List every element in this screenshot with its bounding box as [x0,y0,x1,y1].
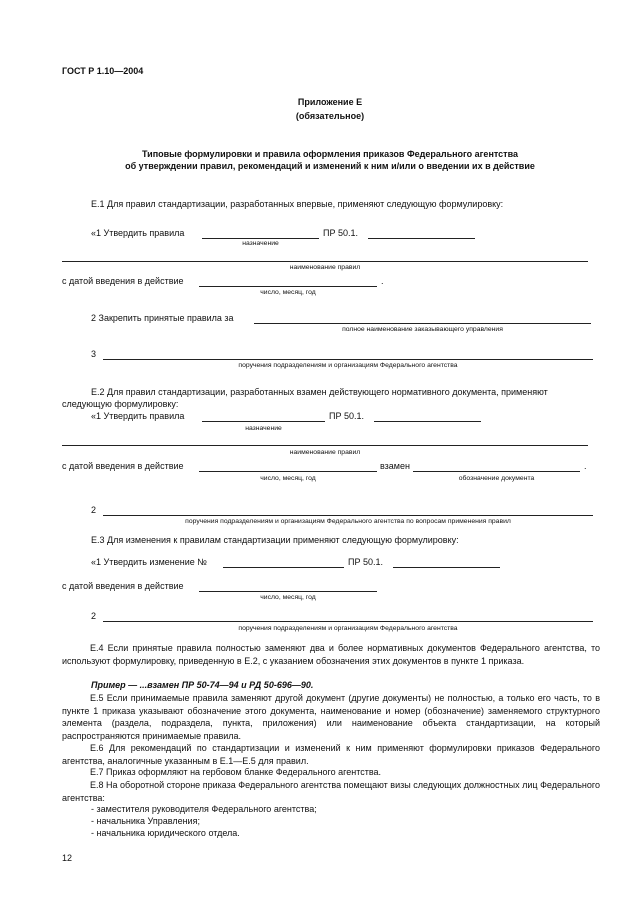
e3-blank-pr-number [393,567,500,568]
e6-text: Е.6 Для рекомендаций по стандартизации и изменений к ним применяют формулировки приказов Федерального агентства, аналогичные указанным в Е.1—Е.5 для правил. [62,743,600,766]
e1-intro: Е.1 Для правил стандартизации, разработанных впервые, применяют следующую формулировку: [91,199,504,209]
e1-item3-label: 3 [91,349,97,359]
e5-text: Е.5 Если принимаемые правила заменяют другой документ (другие документы) не полностью, а только его часть, то в пункте 1 приказа указывают обозначение этого документа, наименование и номер (обозначение) заменяемого структурного элемента (раздела, подраздела, пункта, приложения) или наименование объекта стандартизации, на который распространяются принимаемые правила. [62,693,600,741]
e3-date-label: с датой введения в действие [62,581,184,591]
e1-item1-label: «1 Утвердить правила [91,228,185,238]
e3-caption-date: число, месяц, год [260,594,316,601]
appendix-title: Приложение Е [297,97,363,107]
e2-blank-naznachenie [202,421,325,422]
e1-item2-label: 2 Закрепить принятые правила за [91,313,234,323]
e1-caption-porucheniya: поручения подразделениям и организациям Федерального агентства [238,362,458,369]
e2-caption-porucheniya: поручения подразделениям и организациям Федерального агентства по вопросам применения правил [185,518,511,525]
e1-item1-pr: ПР 50.1. [323,228,358,238]
e2-vzamen: взамен [380,461,410,471]
e2-item1-pr: ПР 50.1. [329,411,364,421]
e6-paragraph [62,742,600,767]
e3-blank-porucheniya [103,621,593,622]
heading-line-1: Типовые формулировки и правила оформления приказов Федерального агентства [142,149,518,159]
e3-caption-porucheniya: поручения подразделениям и организациям Федерального агентства [238,625,458,632]
e2-blank-porucheniya [103,515,593,516]
e2-blank-date [199,471,377,472]
e4-example: Пример — ...взамен ПР 50-74—94 и РД 50-696—90. [91,680,314,690]
e2-item2-label: 2 [91,505,97,515]
e1-caption-upravlenie: полное наименование заказывающего управления [342,326,503,333]
e1-caption-naznachenie: назначение [242,240,279,247]
e2-date-end: . [584,461,587,471]
list-item: - заместителя руководителя Федерального агентства; [91,804,317,814]
e7-paragraph: Е.7 Приказ оформляют на гербовом бланке Федерального агентства. [90,767,382,777]
e4-paragraph [62,642,600,667]
page-number: 12 [62,853,73,863]
e2-intro-line-1: Е.2 Для правил стандартизации, разработанных взамен действующего нормативного документа, применяют [91,387,548,397]
e2-item1-label: «1 Утвердить правила [91,411,185,421]
e1-blank-date [199,286,377,287]
e3-intro: Е.3 Для изменения к правилам стандартизации применяют следующую формулировку: [91,535,459,545]
e2-caption-date: число, месяц, год [260,475,316,482]
e2-blank-naimenovanie [62,445,588,446]
e2-date-label: с датой введения в действие [62,461,184,471]
e1-blank-porucheniya [103,359,593,360]
e1-caption-naimenovanie: наименование правил [289,264,361,271]
running-header: ГОСТ Р 1.10—2004 [62,66,144,76]
e2-caption-naznachenie: назначение [245,425,282,432]
heading-line-2: об утверждении правил, рекомендаций и изменений к ним и/или о введении их в действие [125,161,535,171]
e5-paragraph [62,692,600,742]
e3-blank-date [199,591,377,592]
list-item: - начальника юридического отдела. [91,828,240,838]
e3-item1-pr: ПР 50.1. [348,557,383,567]
e1-blank-upravlenie [254,323,591,324]
e2-caption-naimenovanie: наименование правил [289,449,361,456]
e4-text: Е.4 Если принятые правила полностью заменяют два и более нормативных документов Федерального агентства, то используют формулировку, приведенную в Е.2, с указанием обозначения этих документов в пункте 1 приказа. [62,643,600,666]
e2-caption-doc: обозначение документа [458,475,535,482]
e1-blank-pr-number [368,238,475,239]
e1-blank-naznachenie [202,238,319,239]
e3-blank-number [223,567,344,568]
e3-item1-label: «1 Утвердить изменение № [91,557,207,567]
e8-paragraph [62,779,600,804]
e2-blank-pr-number [374,421,481,422]
list-item: - начальника Управления; [91,816,200,826]
e8-text: Е.8 На оборотной стороне приказа Федерального агентства помещают визы следующих должностных лиц Федерального агентства: [62,780,600,803]
e1-blank-naimenovanie [62,261,588,262]
e1-date-end: . [381,276,384,286]
appendix-status: (обязательное) [295,111,365,121]
e2-blank-doc [413,471,580,472]
e2-intro-line-2: следующую формулировку: [62,399,179,409]
e3-item2-label: 2 [91,611,97,621]
e1-date-label: с датой введения в действие [62,276,184,286]
e1-caption-date: число, месяц, год [260,289,316,296]
